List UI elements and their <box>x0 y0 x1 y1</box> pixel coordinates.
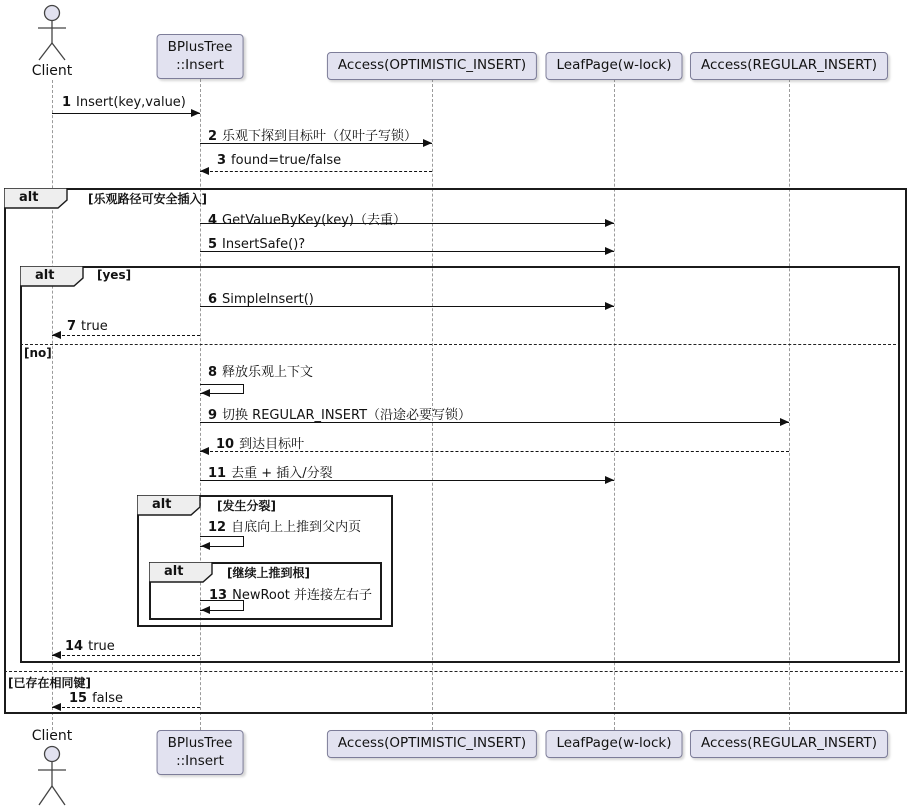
guard-no: [no] <box>24 346 52 360</box>
message-6-arrow <box>200 306 614 307</box>
participant-leafpage-top: LeafPage(w-lock) <box>546 52 683 80</box>
message-7: 7 true <box>67 319 108 334</box>
message-6: 6 SimpleInsert() <box>208 292 314 307</box>
alt-tab-outer <box>4 188 68 209</box>
alt-tab-split <box>137 495 201 516</box>
message-15-arrowhead <box>52 703 61 711</box>
guard-split: [发生分裂] <box>217 499 276 513</box>
message-2-arrowhead <box>423 139 432 147</box>
message-5: 5 InsertSafe()? <box>208 237 306 252</box>
guard-yes: [yes] <box>97 268 132 282</box>
message-12-arrowhead <box>201 542 210 550</box>
participant-access-optimistic-bottom: Access(OPTIMISTIC_INSERT) <box>327 730 537 758</box>
message-10-arrow <box>200 451 789 452</box>
message-4-arrowhead <box>605 219 614 227</box>
message-10: 10 到达目标叶 <box>216 437 305 452</box>
guard-optimistic-path: [乐观路径可安全插入] <box>88 192 207 206</box>
message-14-arrowhead <box>52 651 61 659</box>
alt-operator-label: alt <box>152 497 172 512</box>
message-15-arrow <box>52 707 200 708</box>
message-5-arrow <box>200 251 614 252</box>
message-14-arrow <box>52 655 200 656</box>
participant-access-regular-top: Access(REGULAR_INSERT) <box>690 52 888 80</box>
message-15: 15 false <box>69 691 124 706</box>
alt-tab-inner <box>20 266 84 287</box>
participant-access-optimistic-top: Access(OPTIMISTIC_INSERT) <box>327 52 537 80</box>
participant-client-top: Client <box>31 63 73 79</box>
message-4-arrow <box>200 223 614 224</box>
participant-bplustree-bottom <box>157 730 244 775</box>
guard-push-root: [继续上推到根] <box>227 566 310 580</box>
message-13: 13 NewRoot 并连接左右子 <box>209 588 373 603</box>
alt-operator-label: alt <box>35 268 55 283</box>
message-13-arrowhead <box>201 606 210 614</box>
message-10-arrowhead <box>200 447 209 455</box>
participant-bplustree-line2: ::Insert <box>176 752 224 769</box>
message-8-arrowhead <box>201 389 210 397</box>
participant-leafpage-bottom: LeafPage(w-lock) <box>546 730 683 758</box>
alt-operator-label: alt <box>164 564 184 579</box>
message-6-arrowhead <box>605 302 614 310</box>
participant-bplustree-top <box>157 34 244 79</box>
message-4: 4 GetValueByKey(key)（去重） <box>208 213 406 228</box>
message-2: 2 乐观下探到目标叶（仅叶子写锁） <box>208 129 418 144</box>
message-3-arrowhead <box>200 167 209 175</box>
message-11-arrow <box>200 480 614 481</box>
message-8: 8 释放乐观上下文 <box>208 365 314 380</box>
divider-duplicate-key <box>4 671 903 672</box>
message-11: 11 去重 + 插入/分裂 <box>208 466 333 481</box>
message-9-arrow <box>200 422 789 423</box>
participant-client-bottom: Client <box>31 728 73 744</box>
message-7-arrow <box>52 335 200 336</box>
guard-duplicate-key: [已存在相同键] <box>8 676 91 690</box>
message-2-arrow <box>200 143 432 144</box>
message-7-arrowhead <box>52 331 61 339</box>
client-actor-icon <box>30 3 74 63</box>
message-11-arrowhead <box>605 476 614 484</box>
message-9: 9 切换 REGULAR_INSERT（沿途必要写锁） <box>208 408 472 423</box>
participant-access-regular-bottom: Access(REGULAR_INSERT) <box>690 730 888 758</box>
alt-tab-root <box>149 562 213 583</box>
message-3: 3 found=true/false <box>217 153 342 168</box>
client-actor-icon-bottom <box>30 745 74 811</box>
participant-bplustree-line1: BPlusTree <box>167 735 233 751</box>
message-9-arrowhead <box>780 418 789 426</box>
message-1: 1 Insert(key,value) <box>62 95 186 110</box>
message-5-arrowhead <box>605 247 614 255</box>
participant-bplustree-line2: ::Insert <box>176 56 224 73</box>
message-3-arrow <box>200 171 432 172</box>
message-1-arrowhead <box>191 109 200 117</box>
message-14: 14 true <box>65 639 115 654</box>
alt-operator-label: alt <box>19 190 39 205</box>
divider-no <box>20 344 896 345</box>
message-12: 12 自底向上上推到父内页 <box>208 520 362 535</box>
message-1-arrow <box>52 113 200 114</box>
participant-bplustree-line1: BPlusTree <box>167 39 233 55</box>
